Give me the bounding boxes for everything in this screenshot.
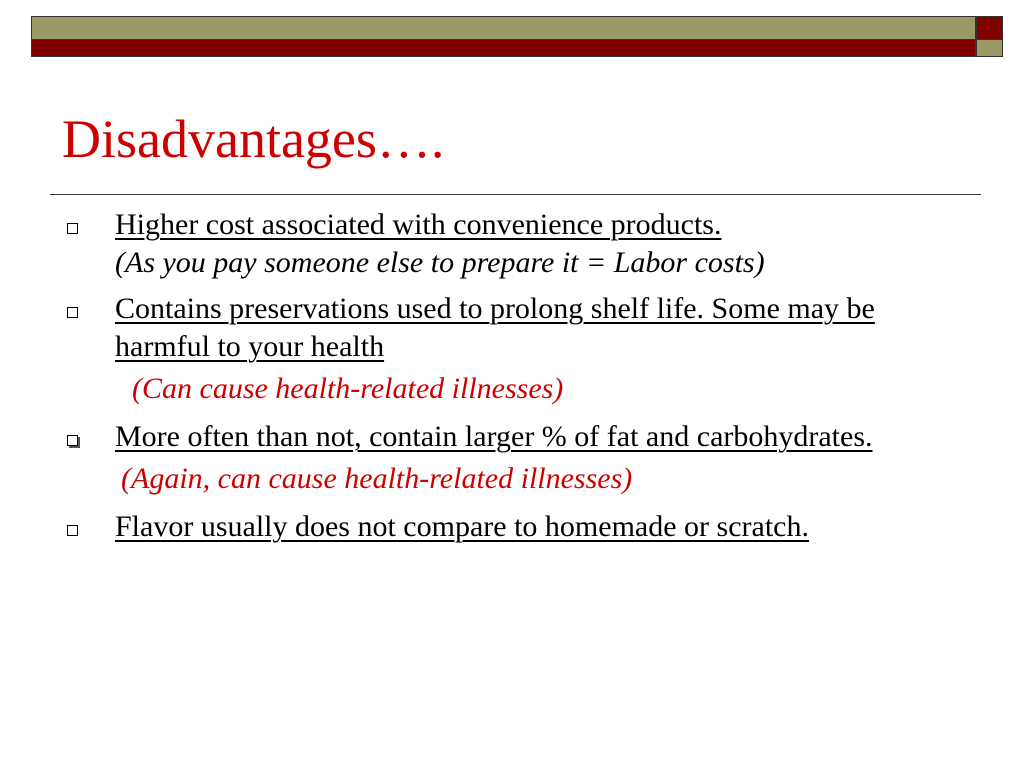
hollow-square-bullet-icon bbox=[67, 223, 78, 234]
title-divider bbox=[50, 194, 981, 195]
bullet-text: Higher cost associated with convenience products. bbox=[115, 208, 722, 241]
bullet-list bbox=[0, 206, 1024, 554]
hollow-square-bullet-icon bbox=[67, 307, 78, 318]
slide-title: Disadvantages…. bbox=[62, 109, 445, 169]
bullet-text: Contains preservations used to prolong shelf life. Some may be harmful to your health bbox=[115, 292, 875, 363]
header-corner-red bbox=[976, 16, 1003, 40]
bullet-item-preservations bbox=[0, 290, 935, 366]
bullet-note: (As you pay someone else to prepare it = Labor costs) bbox=[115, 246, 765, 279]
shadowed-square-bullet-icon bbox=[67, 435, 78, 446]
bullet-text: Flavor usually does not compare to homemade or scratch. bbox=[115, 510, 809, 543]
bullet-item-flavor bbox=[0, 508, 935, 546]
header-corner-olive bbox=[976, 39, 1003, 57]
header-band-olive bbox=[31, 16, 976, 40]
red-note-health: (Can cause health-related illnesses) bbox=[132, 372, 564, 405]
header-band-red bbox=[31, 39, 976, 57]
bullet-item-fat-carbs bbox=[0, 418, 935, 456]
bullet-text: More often than not, contain larger % of fat and carbohydrates. bbox=[115, 420, 873, 453]
hollow-square-bullet-icon bbox=[67, 525, 78, 536]
red-note-again-health: (Again, can cause health-related illnesses) bbox=[121, 462, 633, 495]
bullet-item-higher-cost bbox=[0, 206, 935, 282]
